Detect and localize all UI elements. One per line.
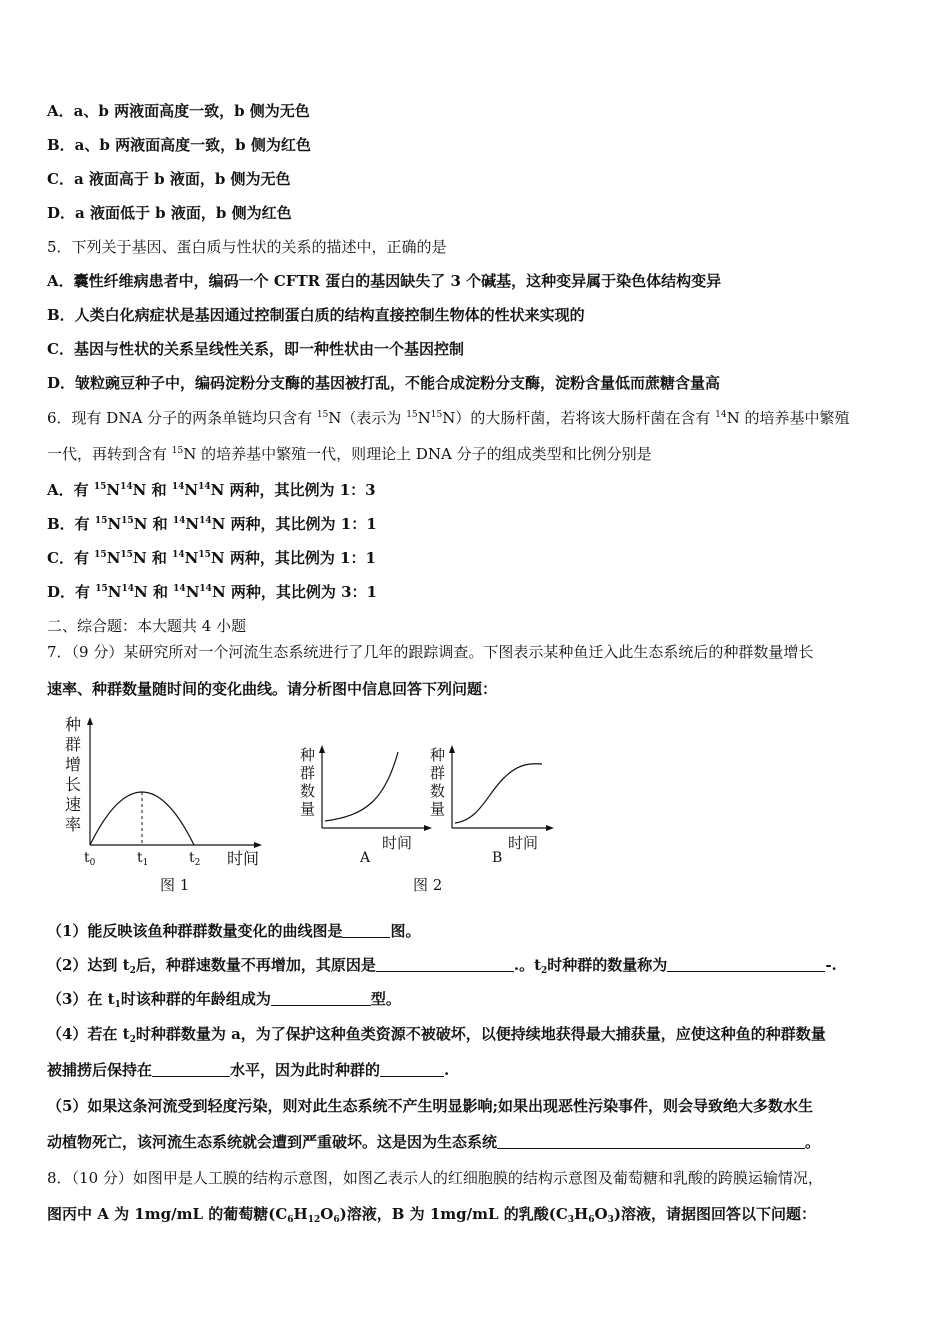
fig2b-xlabel: 时间: [508, 834, 539, 852]
fig1-t2-label: $t_2$: [189, 850, 201, 868]
answer-blank[interactable]: [376, 957, 514, 972]
q4-option-b: B．a、b 两液面高度一致，b 侧为红色: [47, 136, 311, 154]
section-heading: 二、综合题：本大题共 4 小题: [47, 617, 247, 635]
fig1-ylabel-0: 种: [65, 715, 82, 734]
q6-option-a: A．有 $^{15}N^{14}N$ 和 $^{14}N^{14}N$ 两种，其比例为 1：3: [47, 481, 376, 499]
fig2b-ylabel-1: 群: [430, 764, 446, 782]
fig2a-j-curve: [325, 752, 398, 821]
q6-option-b: B．有 $^{15}N^{15}N$ 和 $^{14}N^{14}N$ 两种，其比例为 1：1: [47, 515, 377, 533]
fig2b-ylabel-0: 种: [430, 746, 446, 764]
q7-sub5-line1: （5）如果这条河流受到轻度污染，则对此生态系统不产生明显影响;如果出现恶性污染事件，则会导致绝大多数水生: [47, 1097, 813, 1115]
fig2a-label: A: [360, 850, 371, 866]
q7-figure: [60, 712, 560, 902]
fig1-t1-label: $t_1$: [137, 850, 149, 868]
q4-option-a: A．a、b 两液面高度一致，b 侧为无色: [47, 102, 310, 120]
fig2a-xlabel: 时间: [382, 834, 413, 852]
q7-stem-line2: 速率、种群数量随时间的变化曲线。请分析图中信息回答下列问题：: [47, 680, 498, 698]
answer-blank[interactable]: [380, 1062, 444, 1077]
figure-2a: [300, 745, 432, 866]
q8-stem-line2: 图丙中 A 为 1mg/mL 的葡萄糖$(C_6H_{12}O_6)$溶液，B 为 1mg/mL 的乳酸$(C_3H_6O_3)$溶液，请据图回答以下问题：: [47, 1205, 816, 1225]
fig2a-x-arrow: [424, 825, 432, 831]
figure-2b: [430, 745, 554, 866]
q6-option-d: D．有 $^{15}N^{14}N$ 和 $^{14}N^{14}N$ 两种，其比例为 3：1: [47, 583, 377, 601]
q5-stem: 5．下列关于基因、蛋白质与性状的关系的描述中，正确的是: [47, 238, 447, 256]
fig2b-ylabel-2: 数: [430, 782, 446, 800]
q7-stem-line1: 7．（9 分）某研究所对一个河流生态系统进行了几年的跟踪调查。下图表示某种鱼迁入此生态系统后的种群数量增长: [47, 643, 814, 661]
answer-blank[interactable]: [497, 1134, 805, 1149]
fig2a-ylabel-2: 数: [300, 782, 316, 800]
answer-blank[interactable]: [271, 991, 371, 1006]
q7-sub4-line2: 被捕捞后保持在 水平，因为此时种群的 .: [47, 1061, 450, 1079]
fig2b-s-curve: [455, 764, 542, 823]
fig1-ylabel-4: 速: [65, 795, 82, 814]
figure-1: [65, 715, 262, 894]
q6-stem-line1: 6．现有 DNA 分子的两条单链均只含有 $^{15}$N（表示为 $^{15}N^{15}N$）的大肠杆菌，若将该大肠杆菌在含有 $^{14}$N 的培养基中繁殖: [47, 409, 850, 427]
fig1-ylabel-2: 增: [65, 755, 82, 774]
fig1-xlabel: 时间: [227, 849, 260, 868]
fig1-t0-label: $t_0$: [84, 850, 96, 868]
fig1-x-arrow: [254, 842, 262, 848]
q7-sub3: （3）在 $t_1$时该种群的年龄组成为 型。: [47, 990, 401, 1010]
answer-blank[interactable]: [342, 923, 390, 938]
fig1-ylabel-3: 长: [65, 775, 82, 794]
q6-option-c: C．有 $^{15}N^{15}N$ 和 $^{14}N^{15}N$ 两种，其比例为 1：1: [47, 549, 376, 567]
fig1-ylabel-1: 群: [65, 735, 82, 754]
fig1-ylabel-5: 率: [65, 815, 82, 834]
q4-option-d: D．a 液面低于 b 液面，b 侧为红色: [47, 204, 292, 222]
fig2b-ylabel-3: 量: [430, 800, 446, 818]
fig2b-x-arrow: [546, 825, 554, 831]
q7-sub1: （1）能反映该鱼种群群数量变化的曲线图是 图。: [47, 922, 421, 940]
answer-blank[interactable]: [152, 1062, 230, 1077]
fig2a-ylabel-3: 量: [300, 800, 316, 818]
fig2b-y-arrow: [449, 745, 455, 753]
fig2b-label: B: [492, 850, 503, 866]
q8-stem-line1: 8．（10 分）如图甲是人工膜的结构示意图，如图乙表示人的红细胞膜的结构示意图及葡萄糖和乳酸的跨膜运输情况，: [47, 1169, 823, 1187]
q5-option-a: A．囊性纤维病患者中，编码一个 CFTR 蛋白的基因缺失了 3 个碱基，这种变异属于染色体结构变异: [47, 272, 722, 290]
q7-sub5-line2: 动植物死亡，该河流生态系统就会遭到严重破坏。这是因为生态系统 。: [47, 1133, 821, 1151]
fig2a-ylabel-1: 群: [300, 764, 316, 782]
fig2a-ylabel-0: 种: [300, 746, 316, 764]
fig1-caption: 图 1: [160, 876, 190, 894]
q6-stem-line2: 一代，再转到含有 $^{15}$N 的培养基中繁殖一代，则理论上 DNA 分子的组成类型和比例分别是: [47, 445, 652, 463]
fig2a-y-arrow: [319, 745, 325, 753]
answer-blank[interactable]: [667, 957, 825, 972]
q5-option-b: B．人类白化病症状是基因通过控制蛋白质的结构直接控制生物体的性状来实现的: [47, 306, 585, 324]
fig1-y-arrow: [87, 717, 93, 725]
q5-option-d: D．皱粒豌豆种子中，编码淀粉分支酶的基因被打乱，不能合成淀粉分支酶，淀粉含量低而蔗糖含量高: [47, 374, 721, 392]
q5-option-c: C．基因与性状的关系呈线性关系，即一种性状由一个基因控制: [47, 340, 464, 358]
fig2-caption: 图 2: [413, 876, 443, 894]
q7-sub4-line1: （4）若在 $t_2$时种群数量为 a，为了保护这种鱼类资源不被破坏，以便持续地获得最大捕获量，应使这种鱼的种群数量: [47, 1025, 826, 1045]
q7-sub2: （2）达到 $t_2$后，种群速数量不再增加，其原因是 .。$t_2$时种群的数量称为 -.: [47, 956, 837, 976]
q4-option-c: C．a 液面高于 b 液面，b 侧为无色: [47, 170, 291, 188]
